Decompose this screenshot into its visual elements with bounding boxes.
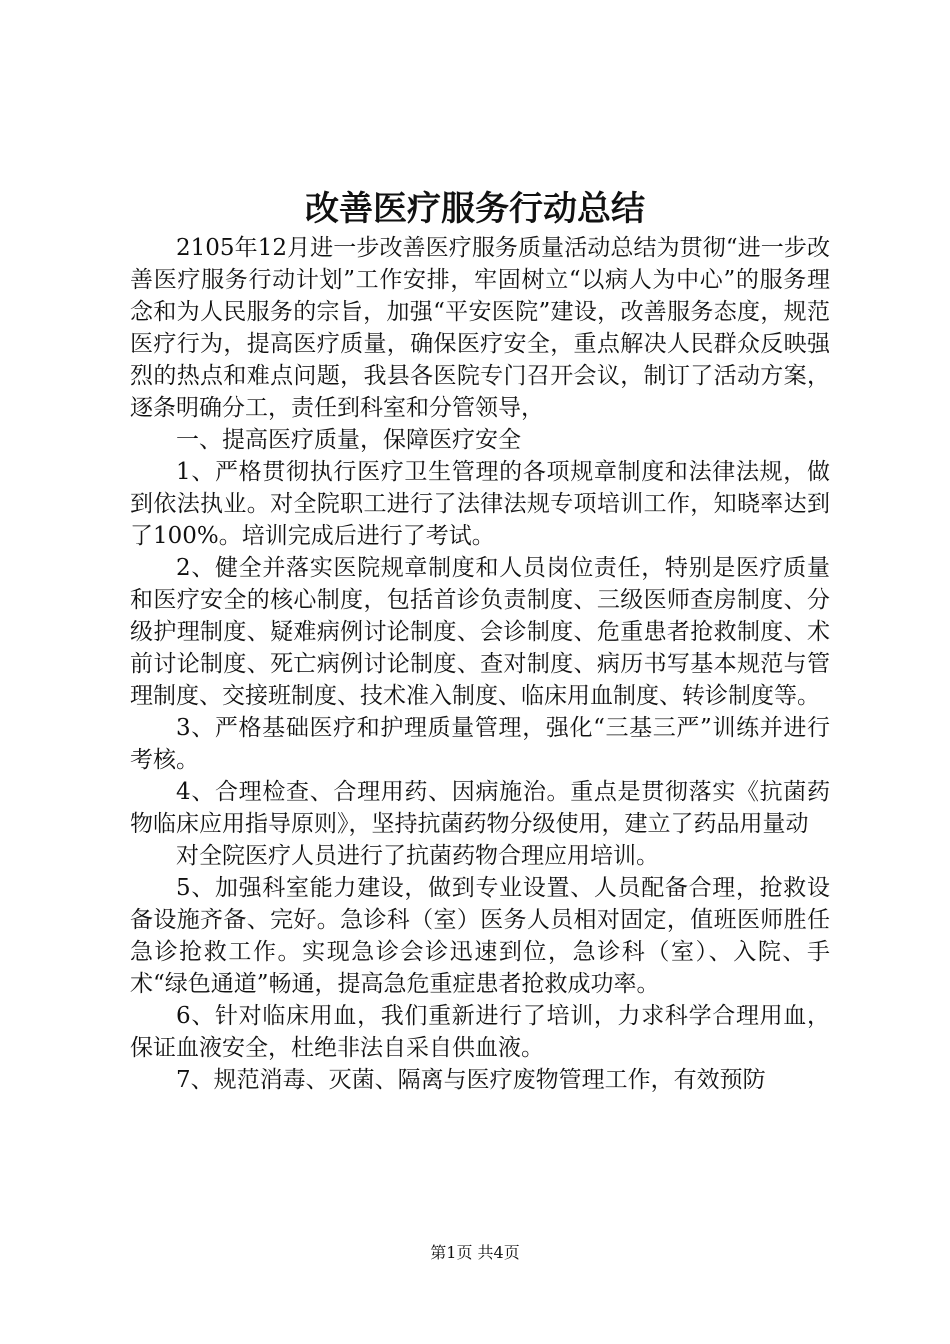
paragraph-item-7: 7、规范消毒、灭菌、隔离与医疗废物管理工作，有效预防 [176,1067,766,1093]
section-heading: 一、提高医疗质量，保障医疗安全 [176,427,521,453]
paragraph-item-2: 2、健全并落实医院规章制度和人员岗位责任，特别是医疗质量和医疗安全的核心制度，包括首诊负责制度、三级医师查房制度、分级护理制度、疑难病例讨论制度、会诊制度、危重患者抢救制度、术前讨论制度、死亡病例讨论制度、查对制度、病历书写基本规范与管理制度、交接班制度、技术准入制度、临床用血制度、转诊制度等。 [130,555,830,709]
paragraph-item-4: 4、合理检查、合理用药、因病施治。重点是贯彻落实《抗菌药物临床应用指导原则》，坚持抗菌药物分级使用，建立了药品用量动 [130,779,830,837]
paragraph-item-1: 1、严格贯彻执行医疗卫生管理的各项规章制度和法律法规，做到依法执业。对全院职工进行了法律法规专项培训工作，知晓率达到了100%。培训完成后进行了考试。 [130,459,830,549]
paragraph-item-4-continued: 对全院医疗人员进行了抗菌药物合理应用培训。 [176,843,659,869]
document-body [130,232,830,1096]
paragraph-item-3: 3、严格基础医疗和护理质量管理，强化“三基三严”训练并进行考核。 [130,715,830,773]
page-number-footer: 第1页 共4页 [430,1243,520,1262]
paragraph-item-5: 5、加强科室能力建设，做到专业设置、人员配备合理，抢救设备设施齐备、完好。急诊科（室）医务人员相对固定，值班医师胜任急诊抢救工作。实现急诊会诊迅速到位，急诊科（室）、入院、手术“绿色通道”畅通，提高急危重症患者抢救成功率。 [130,875,830,997]
paragraph-item-6: 6、针对临床用血，我们重新进行了培训，力求科学合理用血，保证血液安全，杜绝非法自采自供血液。 [130,1003,830,1061]
paragraph-intro: 2105年12月进一步改善医疗服务质量活动总结为贯彻“进一步改善医疗服务行动计划”工作安排，牢固树立“以病人为中心”的服务理念和为人民服务的宗旨，加强“平安医院”建设，改善服务态度，规范医疗行为，提高医疗质量，确保医疗安全，重点解决人民群众反映强烈的热点和难点问题，我县各医院专门召开会议，制订了活动方案，逐条明确分工，责任到科室和分管领导， [130,235,830,421]
document-title: 改善医疗服务行动总结 [305,189,645,229]
